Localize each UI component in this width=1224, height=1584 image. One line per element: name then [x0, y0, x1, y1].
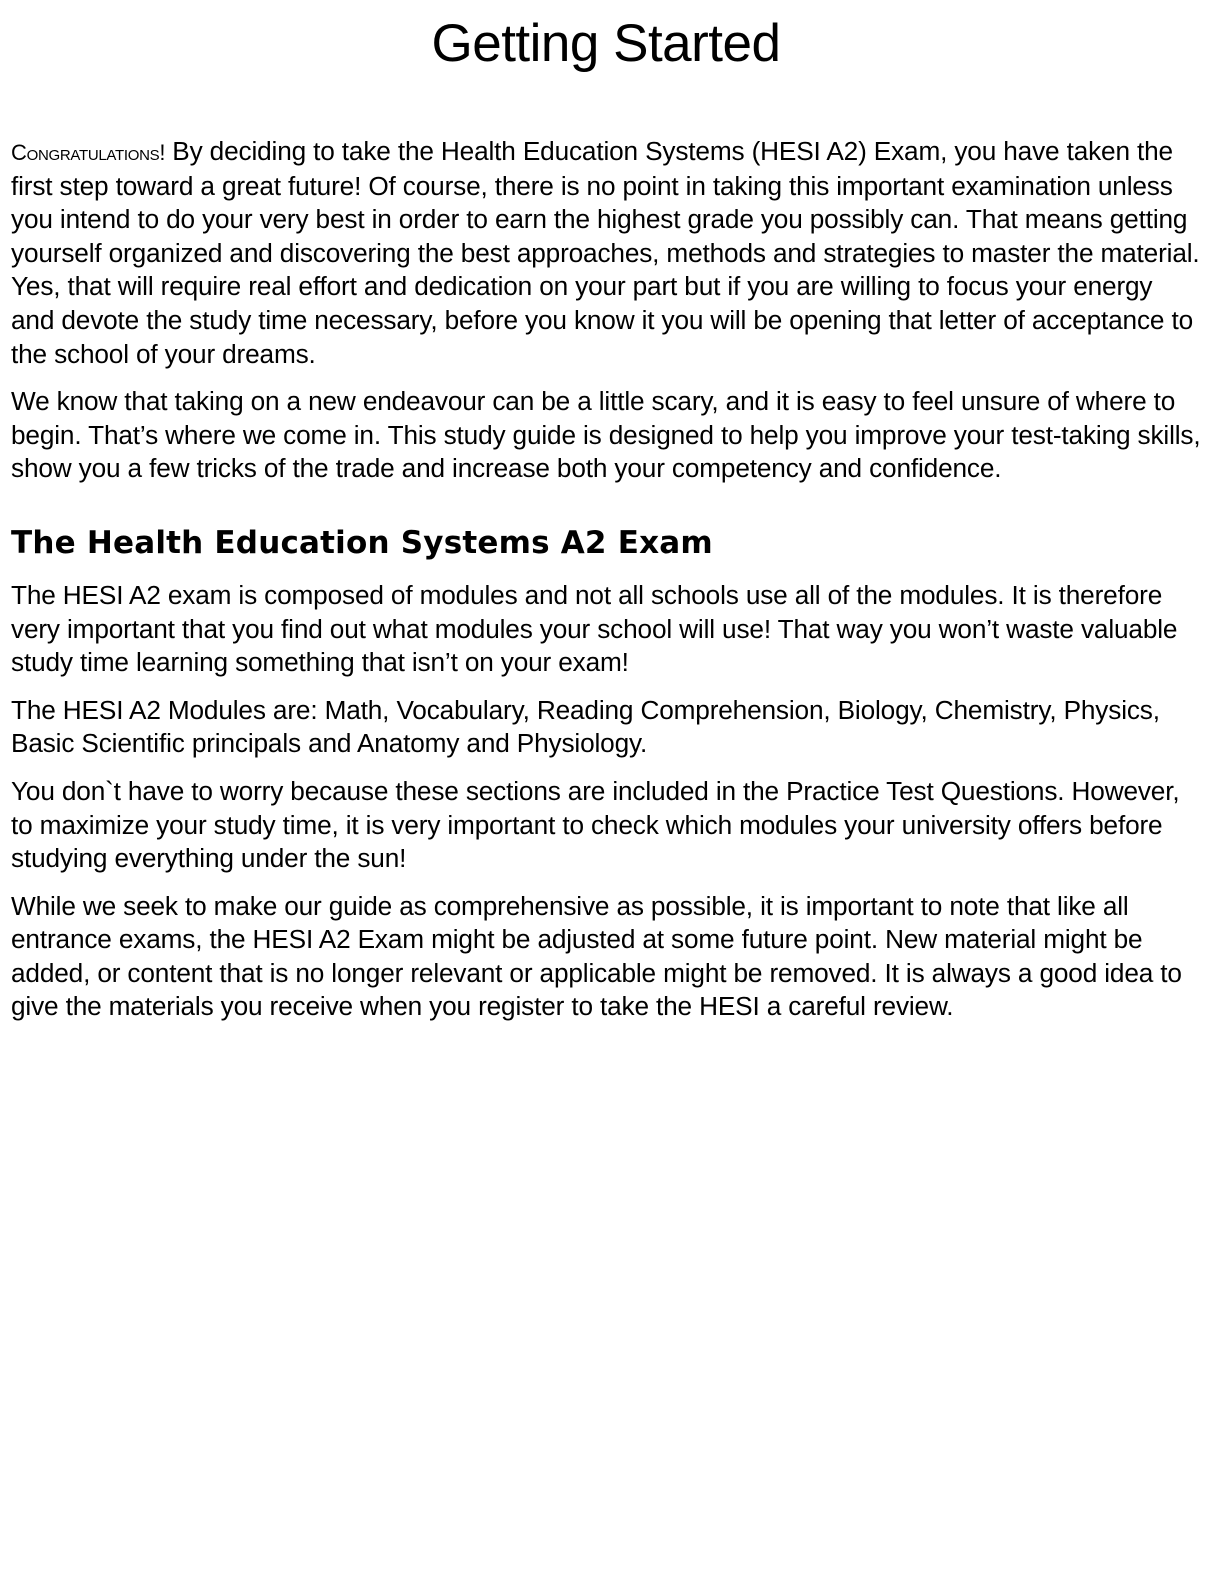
- section-paragraph-1: The HESI A2 exam is composed of modules and not all schools use all of the modules. It is therefore very important that you find out what modules your school will use! That way you won’t waste valuable study time learning something that isn’t on your exam!: [11, 579, 1178, 678]
- section-paragraph-4: While we seek to make our guide as comprehensive as possible, it is important to note that like all entrance exams, the HESI A2 Exam might be adjusted at some future point. New material might be added, or content that is no longer relevant or applicable might be removed. It is always a good idea to give the materials you receive when you register to take the HESI a careful review.: [11, 890, 1182, 1022]
- section-paragraph-2: The HESI A2 Modules are: Math, Vocabulary, Reading Comprehension, Biology, Chemistry, Physics, Basic Scientific principals and Anatomy and Physiology.: [11, 694, 1160, 759]
- page-title: Getting Started: [431, 14, 781, 73]
- intro-lead-in: Congratulations!: [11, 140, 166, 165]
- section-heading: The Health Education Systems A2 Exam: [11, 524, 713, 561]
- intro-text: By deciding to take the Health Education Systems (HESI A2) Exam, you have taken the first step toward a great future! Of course, there is no point in taking this important examination unless you intend to do your very best in order to earn the highest grade you possibly can. That means getting yourself organized and discovering the best approaches, methods and strategies to master the material. Yes, that will require real effort and dedication on your part but if you are willing to focus your energy and devote the study time necessary, before you know it you will be opening that letter of acceptance to the school of your dreams.: [11, 136, 1200, 369]
- paragraph-2: We know that taking on a new endeavour can be a little scary, and it is easy to feel unsure of where to begin. That’s where we come in. This study guide is designed to help you improve your test-taking skills, show you a few tricks of the trade and increase both your competency and confidence.: [11, 386, 1201, 484]
- intro-paragraph: [11, 135, 1201, 371]
- section-paragraph-3: You don`t have to worry because these sections are included in the Practice Test Questions. However, to maximize your study time, it is very important to check which modules your university offers before studying everything under the sun!: [11, 775, 1180, 874]
- document-page: [11, 0, 1201, 1024]
